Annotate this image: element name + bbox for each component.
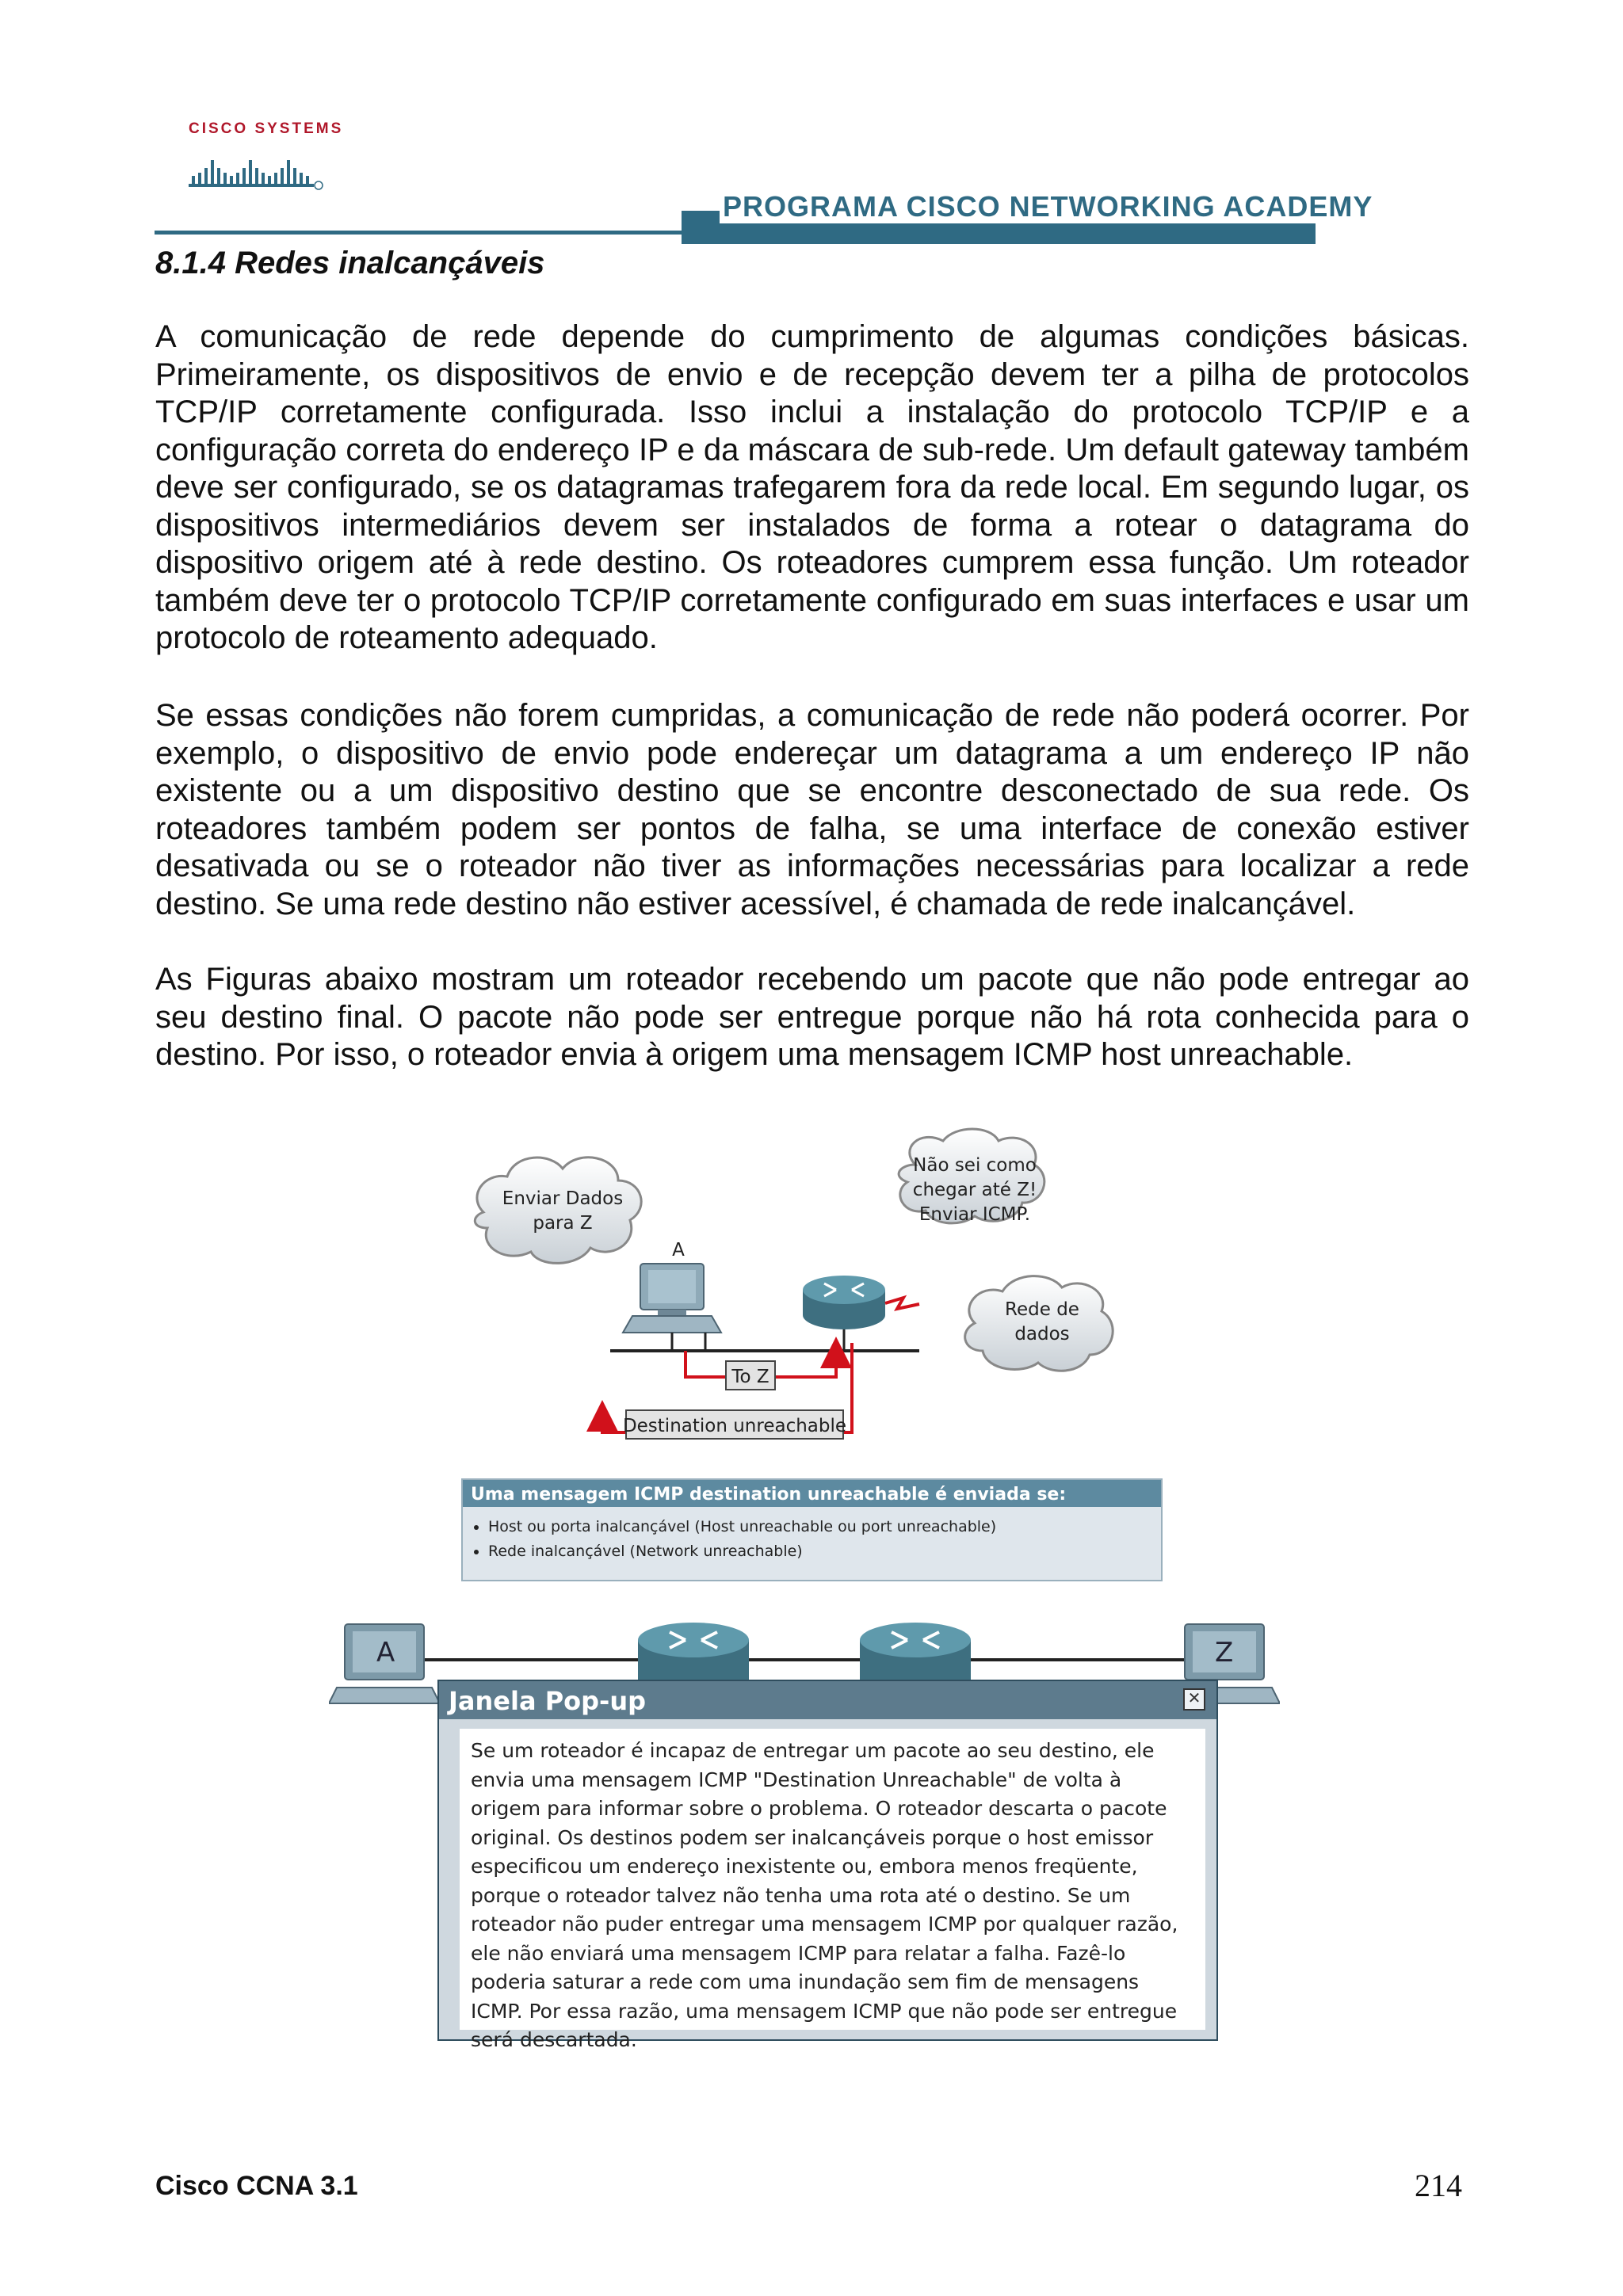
destination-unreachable-label: Destination unreachable xyxy=(622,1416,847,1436)
academy-title: PROGRAMA CISCO NETWORKING ACADEMY xyxy=(720,190,1376,223)
footer-course: Cisco CCNA 3.1 xyxy=(155,2171,358,2201)
cloud-right-line1: Não sei como xyxy=(913,1155,1037,1176)
cloud-left-line1: Enviar Dados xyxy=(502,1188,624,1209)
cloud-left-line2: para Z xyxy=(533,1213,593,1234)
icmp-info-box xyxy=(461,1478,1163,1581)
page-number: 214 xyxy=(1415,2168,1462,2203)
infobox-title: Uma mensagem ICMP destination unreachable é enviada se: xyxy=(463,1480,1161,1507)
router-2-icon xyxy=(860,1623,971,1680)
cloud-data-line1: Rede de xyxy=(1005,1299,1079,1320)
section-title: 8.1.4 Redes inalcançáveis xyxy=(155,246,545,280)
serial-link xyxy=(885,1298,919,1309)
cloud-data-network xyxy=(965,1276,1113,1371)
paragraph-3: As Figuras abaixo mostram um roteador recebendo um pacote que não pode entregar ao seu destino final. O pacote não pode ser entregue porque não há rota conhecida para o destino. Por isso, o roteador envia à origem uma mensagem ICMP host unreachable. xyxy=(155,962,1469,1072)
paragraph-1: A comunicação de rede depende do cumprimento de algumas condições básicas. Primeiramente, os dispositivos de envio e de recepção devem ter a pilha de protocolos TCP/IP corretamente configurada. Isso inclui a instalação do protocolo TCP/IP e a configuração correta do endereço IP e da máscara de sub-rede. Um default gateway também deve ser configurado, se os datagramas trafegarem fora da rede local. Em segundo lugar, os dispositivos intermediários devem ser instalados de forma a rotear o datagrama do dispositivo origem até à rede destino. Os roteadores cumprem essa função. Um roteador também deve ter o protocolo TCP/IP corretamente configurado em suas interfaces e usar um protocolo de roteamento adequado. xyxy=(155,319,1469,655)
host-a-computer-icon xyxy=(329,1624,440,1703)
router-icon xyxy=(803,1276,885,1329)
paragraph-2: Se essas condições não forem cumpridas, a comunicação de rede não poderá ocorrer. Por exemplo, o dispositivo de envio pode endereçar um datagrama a um endereço IP não existente ou a um dispositivo destino que se encontre desconectado de sua rede. Os roteadores também podem ser pontos de falha, se uma interface de conexão estiver desativada ou se o roteador não tiver as informações necessárias para localizar a rede destino. Se uma rede destino não estiver acessível, é chamada de rede inalcançável. xyxy=(155,698,1469,921)
host-left-label: A xyxy=(376,1637,395,1669)
cloud-right-line3: Enviar ICMP. xyxy=(918,1204,1031,1225)
infobox-item: • Host ou porta inalcançável (Host unreachable ou port unreachable) xyxy=(488,1515,1161,1539)
host-a-computer-icon xyxy=(623,1240,721,1333)
cloud-send-data xyxy=(475,1158,641,1264)
academy-underline xyxy=(155,231,1316,235)
close-icon[interactable]: ✕ xyxy=(1183,1688,1205,1711)
popup-body-text: Se um roteador é incapaz de entregar um pacote ao seu destino, ele envia uma mensagem ICMP "Destination Unreachable" de volta à origem para informar sobre o problema. O roteador descarta o pacote original. Os destinos podem ser inalcançáveis porque o host emissor especificou um endereço inexistente ou, embora menos freqüente, porque o roteador talvez não tenha uma rota até o destino. Se um roteador não puder entregar uma mensagem ICMP por qualquer razão, ele não enviará uma mensagem ICMP para relatar a falha. Fazê-lo poderia saturar a rede com uma inundação sem fim de mensagens ICMP. Por essa razão, uma mensagem ICMP que não pode ser entregue será descartada. xyxy=(460,1729,1205,2030)
figure-unreachable-diagram xyxy=(460,1125,1173,1458)
popup-window xyxy=(437,1680,1218,2051)
cloud-router-message xyxy=(899,1129,1044,1225)
logo-text: CISCO SYSTEMS xyxy=(189,120,344,137)
router-1-icon xyxy=(638,1623,749,1680)
infobox-list xyxy=(463,1515,1161,1564)
to-z-label: To Z xyxy=(731,1367,769,1387)
host-a-label: A xyxy=(672,1240,685,1261)
infobox-item: • Rede inalcançável (Network unreachable) xyxy=(488,1539,1161,1564)
popup-title: Janela Pop-up xyxy=(449,1686,646,1716)
cloud-right-line2: chegar até Z! xyxy=(912,1180,1037,1200)
popup-title-bar xyxy=(439,1681,1216,1719)
cloud-data-line2: dados xyxy=(1014,1324,1070,1344)
host-right-label: Z xyxy=(1215,1637,1234,1669)
